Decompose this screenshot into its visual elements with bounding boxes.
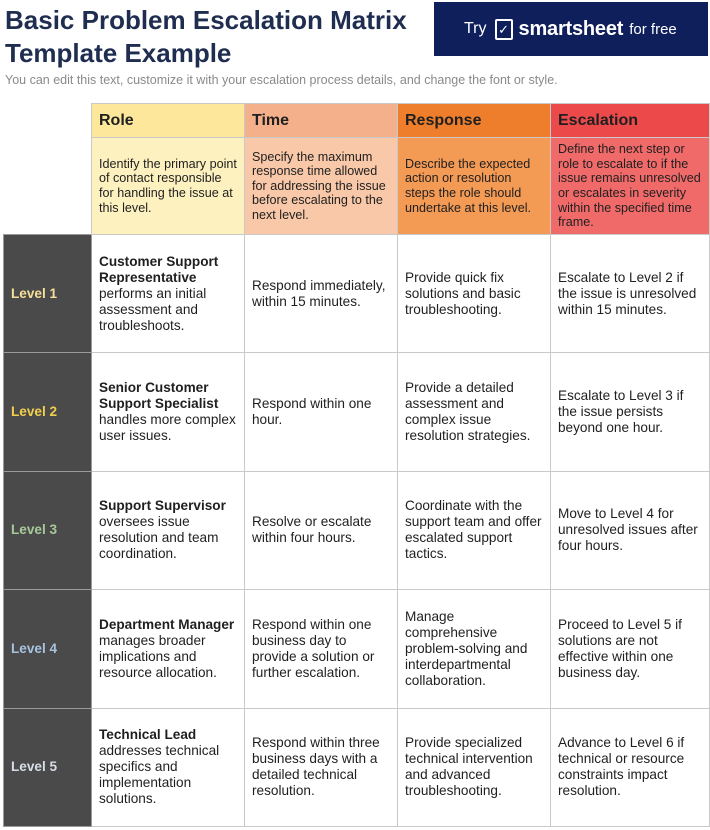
- checkmark-logo-icon: ✓: [495, 19, 513, 40]
- role-text: oversees issue resolution and team coordination.: [99, 514, 219, 562]
- response-cell: Provide specialized technical intervention and advanced troubleshooting.: [398, 708, 551, 826]
- role-text: manages broader implications and resource allocation.: [99, 632, 217, 680]
- time-cell: Respond within three business days with a detailed technical resolution.: [245, 708, 398, 826]
- corner-cell: [4, 104, 92, 138]
- time-cell: Respond within one hour.: [245, 353, 398, 471]
- column-header-response: Response: [398, 104, 551, 138]
- level-label: Level 3: [4, 471, 92, 589]
- level-label: Level 5: [4, 708, 92, 826]
- corner-cell: [4, 138, 92, 235]
- page-subtitle: You can edit this text, customize it with your escalation process details, and change the font or style.: [5, 73, 558, 87]
- response-cell: Provide quick fix solutions and basic troubleshooting.: [398, 235, 551, 353]
- escalation-cell: Move to Level 4 for unresolved issues after four hours.: [551, 471, 710, 589]
- level-label: Level 1: [4, 235, 92, 353]
- role-title: Technical Lead: [99, 727, 197, 743]
- escalation-cell: Escalate to Level 2 if the issue is unresolved within 15 minutes.: [551, 235, 710, 353]
- escalation-cell: Proceed to Level 5 if solutions are not effective within one business day.: [551, 590, 710, 708]
- role-cell: [92, 708, 245, 826]
- time-cell: Respond immediately, within 15 minutes.: [245, 235, 398, 353]
- level-label: Level 4: [4, 590, 92, 708]
- column-description-response: Describe the expected action or resolution steps the role should undertake at this level.: [398, 138, 551, 235]
- role-title: Senior Customer Support Specialist: [99, 380, 219, 412]
- time-cell: Resolve or escalate within four hours.: [245, 471, 398, 589]
- response-cell: Provide a detailed assessment and complex issue resolution strategies.: [398, 353, 551, 471]
- column-header-time: Time: [245, 104, 398, 138]
- response-cell: Coordinate with the support team and offer escalated support tactics.: [398, 471, 551, 589]
- page-title: Basic Problem Escalation Matrix Template Example: [5, 5, 407, 68]
- time-cell: Respond within one business day to provide a solution or further escalation.: [245, 590, 398, 708]
- column-header-escalation: Escalation: [551, 104, 710, 138]
- level-label: Level 2: [4, 353, 92, 471]
- role-text: addresses technical specifics and implementation solutions.: [99, 743, 220, 807]
- banner-try: Try: [464, 20, 487, 37]
- role-cell: [92, 353, 245, 471]
- column-header-role: Role: [92, 104, 245, 138]
- role-text: performs an initial assessment and troubleshoots.: [99, 285, 207, 333]
- column-description-role: Identify the primary point of contact responsible for handling the issue at this level.: [92, 138, 245, 235]
- escalation-cell: Advance to Level 6 if technical or resource constraints impact resolution.: [551, 708, 710, 826]
- role-title: Customer Support Representative: [99, 253, 219, 285]
- banner-free: for free: [629, 20, 677, 38]
- role-cell: [92, 590, 245, 708]
- table-row: [4, 471, 710, 589]
- role-cell: [92, 471, 245, 589]
- role-cell: [92, 235, 245, 353]
- column-description-escalation: Define the next step or role to escalate to if the issue remains unresolved or escalates in severity within the specified time frame.: [551, 138, 710, 235]
- banner-brand: smartsheet: [518, 17, 624, 40]
- smartsheet-banner[interactable]: [434, 2, 708, 56]
- column-description-time: Specify the maximum response time allowed for addressing the issue before escalating to the next level.: [245, 138, 398, 235]
- escalation-matrix: [3, 103, 710, 827]
- table-row: [4, 590, 710, 708]
- table-row: [4, 235, 710, 353]
- role-text: handles more complex user issues.: [99, 412, 236, 444]
- role-title: Support Supervisor: [99, 498, 226, 514]
- escalation-cell: Escalate to Level 3 if the issue persists beyond one hour.: [551, 353, 710, 471]
- table-row: [4, 708, 710, 826]
- table-row: [4, 353, 710, 471]
- response-cell: Manage comprehensive problem-solving and interdepartmental collaboration.: [398, 590, 551, 708]
- role-title: Department Manager: [99, 616, 235, 632]
